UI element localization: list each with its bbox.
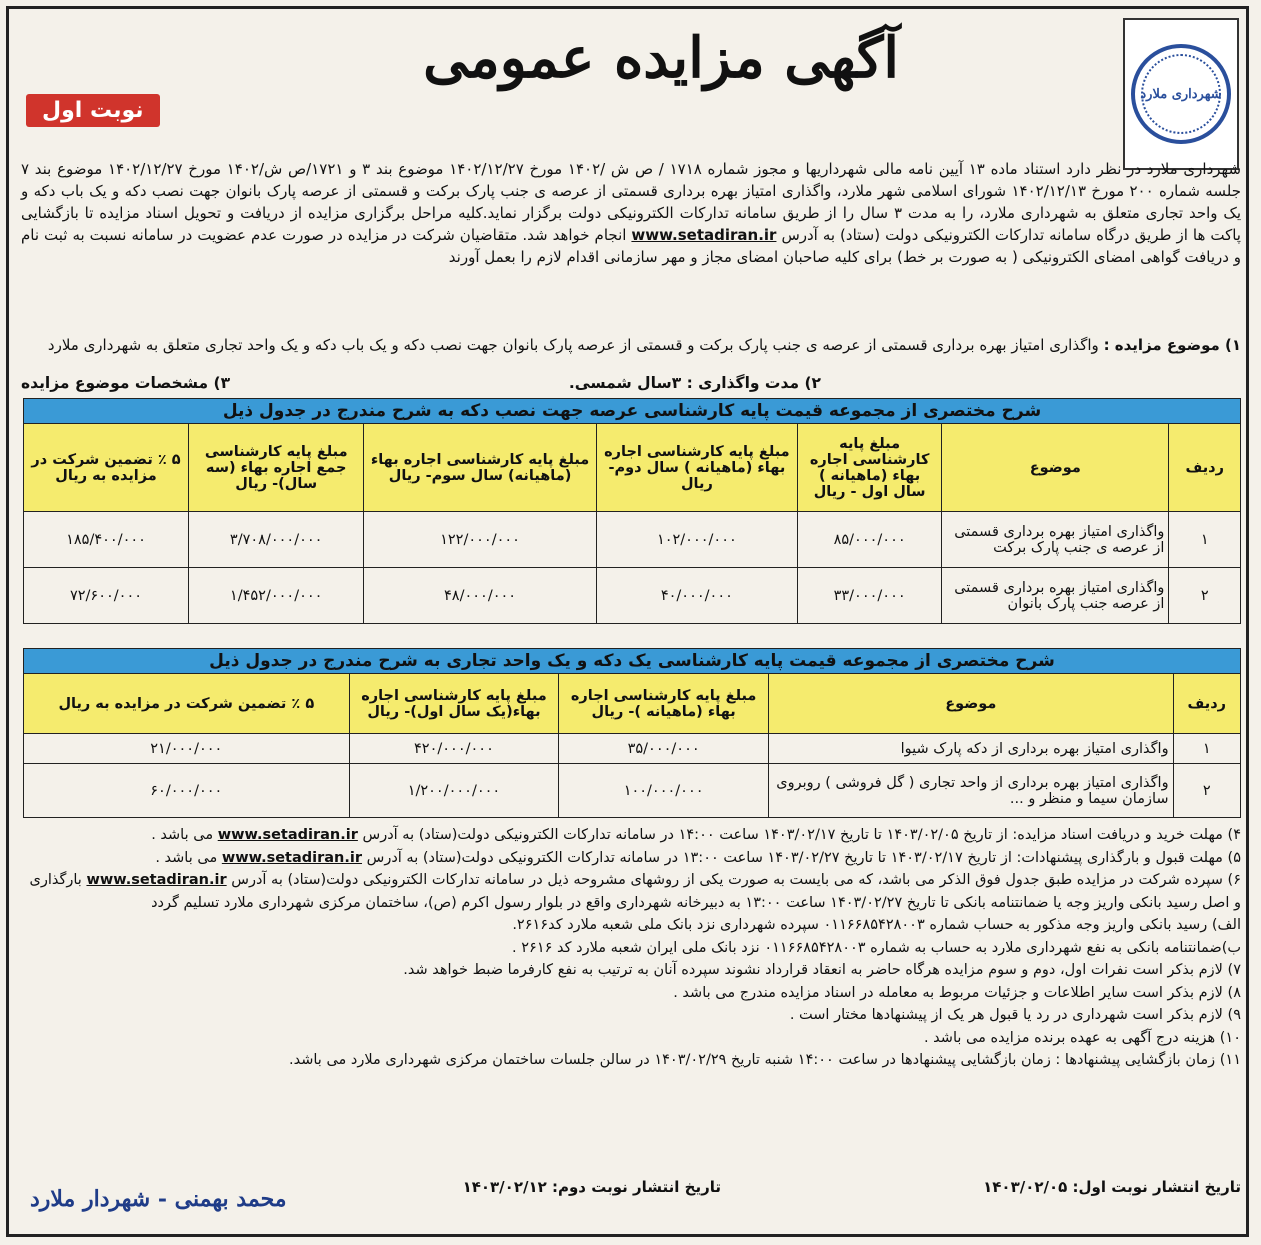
term-a: الف) رسید بانکی واریز وجه مذکور به حساب شماره ۰۱۱۶۶۸۵۴۲۸۰۰۳ سپرده شهرداری نزد بانک ملی شعبه ملارد کد۲۶۱۶. (512, 917, 1241, 933)
row-value: ۱/۲۰۰/۰۰۰/۰۰۰ (349, 764, 559, 818)
setadiran-link[interactable]: www.setadiran.ir (86, 872, 227, 888)
intro-text-2: انجام خواهد شد. متقاضیان شرکت در مزایده در صورت عدم عضویت در سامانه نسبت به ثبت نام و دریافت گواهی امضای الکترونیکی ( به صورت بر خط) برای کلیه صاحبان امضای مجاز و مهر سازمانی اقدام لازم را بعمل آورند (21, 226, 1241, 266)
first-round-badge: نوبت اول (26, 94, 160, 127)
row-value: ۱۰۲/۰۰۰/۰۰۰ (596, 512, 797, 568)
row-value: ۸۵/۰۰۰/۰۰۰ (798, 512, 942, 568)
municipality-logo (1123, 18, 1239, 170)
row-value: ۱۸۵/۴۰۰/۰۰۰ (24, 512, 189, 568)
row-subject: واگذاری امتیاز بهره برداری قسمتی از عرصه ی جنب پارک برکت (942, 512, 1169, 568)
row-value: ۱۰۰/۰۰۰/۰۰۰ (559, 764, 769, 818)
table-row (24, 568, 1241, 624)
term-11: ۱۱) زمان بازگشایی پیشنهادها : زمان بازگشایی پیشنهادها در ساعت ۱۴:۰۰ شنبه تاریخ ۱۴۰۳/۰۲/۲۹ در سالن جلسات ساختمان مرکزی شهرداری ملارد می باشد. (289, 1052, 1241, 1068)
term-10: ۱۰) هزینه درج آگهی به عهده برنده مزایده می باشد . (923, 1029, 1241, 1046)
notice-title: آگهی مزایده عمومی (423, 25, 899, 91)
table-booth-lands (23, 398, 1241, 624)
table2-header: مبلغ پایه کارشناسی اجاره بهاء(یک سال اول)- ریال (349, 674, 559, 734)
row-value: ۷۲/۶۰۰/۰۰۰ (24, 568, 189, 624)
row-value: ۴۸/۰۰۰/۰۰۰ (364, 568, 596, 624)
row-value: ۱۲۲/۰۰۰/۰۰۰ (364, 512, 596, 568)
row-number: ۱ (1169, 512, 1241, 568)
table1-header: مبلغ پایه کارشناسی اجاره بهاء (ماهیانه ) سال دوم- ریال (596, 424, 797, 512)
table-row (24, 512, 1241, 568)
setadiran-link[interactable]: www.setadiran.ir (221, 849, 363, 866)
subject-label: ۱) موضوع مزایده : (1103, 336, 1241, 354)
specs-heading: ۳) مشخصات موضوع مزایده (21, 374, 231, 392)
table2-caption: شرح مختصری از مجموعه قیمت پایه کارشناسی یک دکه و یک واحد تجاری به شرح مندرج در جدول ذیل (24, 649, 1241, 674)
row-value: ۳/۷۰۸/۰۰۰/۰۰۰ (189, 512, 364, 568)
row-value: ۳۳/۰۰۰/۰۰۰ (798, 568, 942, 624)
row-number: ۱ (1173, 734, 1240, 764)
table2-header: مبلغ پایه کارشناسی اجاره بهاء (ماهیانه )- ریال (559, 674, 769, 734)
term-8: ۸) لازم بذکر است سایر اطلاعات و جزئیات مربوط به معامله در اسناد مزایده مندرج می باشد . (673, 984, 1241, 1001)
term-7: ۷) لازم بذکر است نفرات اول، دوم و سوم مزایده هرگاه حاضر به انعقاد قرارداد نشوند سپرده آنان به ترتیب به نفع کارفرما ضبط خواهد شد. (403, 962, 1241, 978)
row-value: ۲۱/۰۰۰/۰۰۰ (24, 734, 350, 764)
row-subject: واگذاری امتیاز بهره برداری از دکه پارک شیوا (768, 734, 1173, 764)
logo-text: شهرداری ملارد (1140, 86, 1222, 102)
duration-text: ۲) مدت واگذاری : ۳سال شمسی. (568, 374, 821, 392)
table2-header: ۵ ٪ تضمین شرکت در مزایده به ریال (24, 674, 350, 734)
table-row (24, 764, 1241, 818)
setadiran-link[interactable]: www.setadiran.ir (217, 827, 358, 843)
table1-header: مبلغ پایه کارشناسی اجاره بهاء (ماهیانه) سال سوم- ریال (364, 424, 596, 512)
publish-date-first: تاریخ انتشار نوبت اول: ۱۴۰۳/۰۲/۰۵ (983, 1178, 1241, 1196)
terms-list (21, 824, 1241, 1072)
intro-text: شهرداری ملارد در نظر دارد استناد ماده ۱۳ آیین نامه مالی شهرداریها و مجوز شماره ۱۷۱۸ / ص ش /۱۴۰۲ مورخ ۱۴۰۲/۱۲/۲۷ موضوع بند ۳ و ۱۷۲۱/ص ش/۱۴۰۲ مورخ ۱۴۰۲/۱۲/۲۷ موضوع بند ۷ جلسه شماره ۲۰۰ مورخ ۱۴۰۲/۱۲/۱۳ شورای اسلامی شهر ملارد، واگذاری امتیاز بهره برداری قسمتی از عرصه ی جنب پارک برکت و قسمتی از عرصه پارک بانوان جهت نصب دکه و یک باب دکه و یک واحد تجاری متعلق به شهرداری ملارد، را به مدت ۳ سال را از طریق سامانه تدارکات الکترونیکی دولت برگزار نماید.کلیه مراحل برگزاری مزایده از دریافت و تحویل اسناد مزایده تا بازگشایی پاکت ها از طریق درگاه سامانه تدارکات الکترونیکی دولت (ستاد) به آدرس (21, 160, 1242, 244)
mayor-signature: محمد بهمنی - شهردار ملارد (30, 1186, 287, 1212)
term-6-tail: بارگذاری و اصل رسید بانکی واریز وجه یا ضمانتنامه بانکی تا تاریخ ۱۴۰۳/۰۲/۲۷ ساعت ۱۳:۰۰ به دبیرخانه شهرداری واقع در بلوار رسول اکرم (ص)، ساختمان مرکزی شهرداری ملارد تسلیم گردد (29, 872, 1241, 911)
row-subject: واگذاری امتیاز بهره برداری از واحد تجاری ( گل فروشی ) روبروی سازمان سیما و منظر و ... (768, 764, 1173, 818)
term-9: ۹) لازم بذکر است شهرداری در رد یا قبول هر یک از پیشنهادها مختار است . (789, 1007, 1241, 1023)
row-number: ۲ (1173, 764, 1240, 818)
publish-date-second: تاریخ انتشار نوبت دوم: ۱۴۰۳/۰۲/۱۲ (462, 1178, 721, 1196)
table-booth-shop (23, 648, 1241, 818)
table1-header: موضوع (942, 424, 1169, 512)
term-6-text: ۶) سپرده شرکت در مزایده طبق جدول فوق الذکر می باشد، که می بایست به صورت یکی از روشهای مشروحه ذیل در سامانه تدارکات الکترونیکی دولت(ستاد) به آدرس (231, 872, 1241, 888)
term-4 (21, 824, 1241, 847)
table1-header: مبلغ پایه کارشناسی جمع اجاره بهاء (سه سال)- ریال (189, 424, 364, 512)
table2-header: ردیف (1173, 674, 1240, 734)
table1-caption: شرح مختصری از مجموعه قیمت پایه کارشناسی عرصه جهت نصب دکه به شرح مندرج در جدول ذیل (24, 399, 1241, 424)
subject-text: واگذاری امتیاز بهره برداری قسمتی از عرصه ی جنب پارک برکت و قسمتی از عرصه پارک بانوان جهت نصب دکه و یک باب دکه و یک واحد تجاری متعلق به شهرداری ملارد (47, 336, 1099, 354)
table1-header: ۵ ٪ تضمین شرکت در مزایده به ریال (24, 424, 189, 512)
table2-header: موضوع (768, 674, 1173, 734)
term-5-tail: می باشد . (155, 849, 218, 866)
term-b: ب)ضمانتنامه بانکی به نفع شهرداری ملارد به حساب به شماره ۰۱۱۶۶۸۵۴۲۸۰۰۳ نزد بانک ملی ایران شعبه ملارد کد ۲۶۱۶ . (512, 939, 1241, 956)
logo-emblem (1131, 44, 1231, 144)
table-row (24, 734, 1241, 764)
table1-header: ردیف (1169, 424, 1241, 512)
term-5 (21, 847, 1241, 870)
intro-paragraph (21, 158, 1241, 268)
term-4-text: ۴) مهلت خرید و دریافت اسناد مزایده: از تاریخ ۱۴۰۳/۰۲/۰۵ تا تاریخ ۱۴۰۳/۰۲/۱۷ ساعت ۱۴:۰۰ در سامانه تدارکات الکترونیکی دولت(ستاد) به آدرس (362, 827, 1241, 843)
row-value: ۱/۴۵۲/۰۰۰/۰۰۰ (189, 568, 364, 624)
row-number: ۲ (1169, 568, 1241, 624)
table1-header: مبلغ پایه کارشناسی اجاره بهاء (ماهیانه ) سال اول - ریال (798, 424, 942, 512)
row-value: ۳۵/۰۰۰/۰۰۰ (559, 734, 769, 764)
term-4-tail: می باشد . (151, 827, 214, 843)
term-5-text: ۵) مهلت قبول و بارگذاری پیشنهادات: از تاریخ ۱۴۰۳/۰۲/۱۷ تا تاریخ ۱۴۰۳/۰۲/۲۷ ساعت ۱۳:۰۰ در سامانه تدارکات الکترونیکی دولت(ستاد) به آدرس (366, 849, 1241, 866)
row-value: ۴۲۰/۰۰۰/۰۰۰ (349, 734, 559, 764)
row-value: ۴۰/۰۰۰/۰۰۰ (596, 568, 797, 624)
term-6 (21, 869, 1241, 914)
setadiran-link[interactable]: www.setadiran.ir (631, 226, 777, 244)
row-value: ۶۰/۰۰۰/۰۰۰ (24, 764, 350, 818)
row-subject: واگذاری امتیاز بهره برداری قسمتی از عرصه جنب پارک بانوان (942, 568, 1169, 624)
subject-paragraph (21, 334, 1241, 356)
